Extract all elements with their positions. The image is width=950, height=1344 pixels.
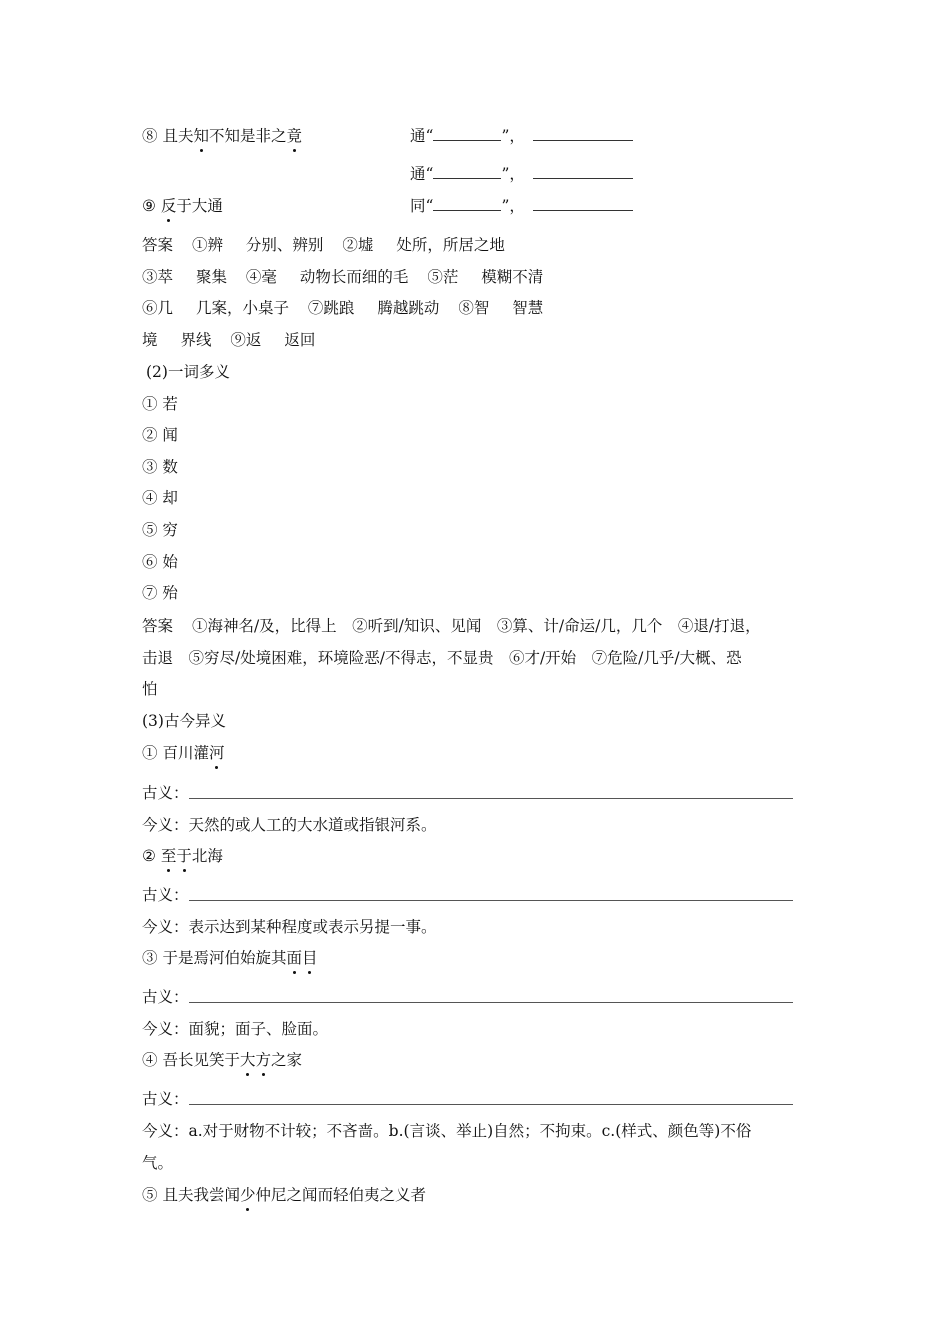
emphasized-char bbox=[286, 949, 317, 967]
item-number: ② bbox=[142, 847, 156, 865]
answer-term: 境 bbox=[142, 331, 158, 349]
gujin-item bbox=[142, 743, 224, 763]
answer-term: ②墟 bbox=[342, 236, 374, 254]
emphasized-char: 大 bbox=[239, 1051, 256, 1069]
tongjia-kind: 同 bbox=[410, 197, 426, 215]
answer-line-blank[interactable] bbox=[189, 1002, 793, 1003]
gu-label: 古义： bbox=[142, 988, 189, 1006]
item-text: 于是焉河伯始旋其 bbox=[162, 949, 287, 967]
polysemy-item: ④ 却 bbox=[142, 489, 178, 507]
answer-label: 答案 bbox=[142, 236, 174, 254]
answer-line: 怕 bbox=[142, 680, 158, 698]
emphasized-char: 方 bbox=[255, 1051, 271, 1069]
item-number: ⑧ bbox=[142, 127, 158, 145]
quote-open: “ bbox=[425, 197, 434, 215]
answer-term: ⑧智 bbox=[458, 299, 490, 317]
answer-line: 击退 ⑤穷尽/处境困难，环境险恶/不得志，不显贵 ⑥才/开始 ⑦危险/几乎/大概、恐 bbox=[142, 649, 742, 667]
answer-meaning: 腾越跳动 bbox=[377, 299, 440, 317]
answer-term: ④毫 bbox=[245, 268, 277, 286]
answer-blank[interactable] bbox=[533, 198, 633, 211]
answer-blank[interactable] bbox=[433, 128, 501, 141]
item-text: 不知是非之 bbox=[208, 127, 287, 145]
answer-blank[interactable] bbox=[433, 198, 501, 211]
tongjia-kind: 通 bbox=[410, 165, 426, 183]
item-text: 之家 bbox=[271, 1051, 303, 1069]
answer-term: ⑨返 bbox=[230, 331, 262, 349]
quote-open: “ bbox=[425, 165, 434, 183]
item-text: 吾长见笑于 bbox=[162, 1051, 240, 1069]
gujin-item bbox=[142, 1050, 302, 1070]
item-number: ⑤ bbox=[142, 1186, 158, 1204]
answer-line bbox=[142, 298, 543, 318]
tongjia-row bbox=[410, 126, 633, 146]
answer-blank[interactable] bbox=[533, 128, 633, 141]
answer-meaning: 动物长而细的毛 bbox=[299, 268, 409, 286]
answer-line-blank[interactable] bbox=[189, 900, 793, 901]
answer-meaning: 聚集 bbox=[195, 268, 227, 286]
emphasized-char bbox=[161, 847, 192, 865]
jin-meaning: 今义：表示达到某种程度或表示另提一事。 bbox=[142, 918, 437, 936]
emphasized-char bbox=[240, 1051, 271, 1069]
answer-meaning: 几案，小桌子 bbox=[195, 299, 289, 317]
item-text: 仲尼之闻而轻伯夷之义者 bbox=[255, 1186, 426, 1204]
item-text: 百川灌 bbox=[162, 744, 209, 762]
answer-blank[interactable] bbox=[533, 166, 633, 179]
gu-label: 古义： bbox=[142, 784, 189, 802]
item-number: ⑨ bbox=[142, 197, 156, 215]
polysemy-item: ⑦ 殆 bbox=[142, 584, 178, 602]
answer-line bbox=[142, 616, 761, 636]
emphasized-char: 于 bbox=[176, 847, 192, 865]
answer-meaning: 处所，所居之地 bbox=[396, 236, 505, 254]
emphasized-char: 反 bbox=[160, 197, 177, 215]
answer-term: ⑤茫 bbox=[427, 268, 459, 286]
answer-term: ③萃 bbox=[142, 268, 174, 286]
emphasized-char: 竟 bbox=[286, 127, 303, 145]
polysemy-item: ⑥ 始 bbox=[142, 553, 178, 571]
answer-text: ①海神名/及，比得上 ②听到/知识、见闻 ③算、计/命运/几，几个 ④退/打退， bbox=[191, 617, 761, 635]
emphasized-char: 少 bbox=[239, 1186, 256, 1204]
item-number: ① bbox=[142, 744, 158, 762]
emphasized-char: 目 bbox=[301, 949, 318, 967]
item-text: 北海 bbox=[191, 847, 223, 865]
item-text: 且夫我尝闻 bbox=[162, 1186, 240, 1204]
tongjia-kind: 通 bbox=[410, 127, 426, 145]
gujin-item bbox=[142, 1185, 426, 1205]
answer-meaning: 模糊不清 bbox=[481, 268, 544, 286]
answer-line bbox=[142, 330, 315, 350]
answer-meaning: 界线 bbox=[180, 331, 212, 349]
gujin-item bbox=[142, 846, 223, 866]
answer-line bbox=[142, 267, 543, 287]
answer-line bbox=[142, 235, 505, 255]
item-number: ④ bbox=[142, 1051, 158, 1069]
jin-meaning-continued: 气。 bbox=[142, 1154, 174, 1172]
jin-meaning: 今义：面貌；面子、脸面。 bbox=[142, 1020, 329, 1038]
answer-term: ⑦跳踉 bbox=[307, 299, 355, 317]
answer-term: ⑥几 bbox=[142, 299, 174, 317]
vocab-item-8 bbox=[142, 126, 302, 146]
gu-label: 古义： bbox=[142, 1090, 189, 1108]
quote-close: ”， bbox=[501, 127, 525, 145]
emphasized-char: 河 bbox=[208, 744, 225, 762]
tongjia-row bbox=[410, 196, 633, 216]
answer-meaning: 智慧 bbox=[512, 299, 544, 317]
quote-close: ”， bbox=[501, 197, 525, 215]
polysemy-item: ③ 数 bbox=[142, 458, 178, 476]
jin-meaning: 今义：天然的或人工的大水道或指银河系。 bbox=[142, 816, 437, 834]
polysemy-item: ① 若 bbox=[142, 395, 178, 413]
item-text: 于大通 bbox=[176, 197, 223, 215]
gu-label: 古义： bbox=[142, 886, 189, 904]
answer-term: ①辨 bbox=[191, 236, 223, 254]
polysemy-item: ⑤ 穷 bbox=[142, 521, 178, 539]
jin-meaning: 今义：a.对于财物不计较；不吝啬。b.(言谈、举止)自然；不拘束。c.(样式、颜色等)不俗 bbox=[142, 1122, 752, 1140]
vocab-item-9 bbox=[142, 196, 223, 216]
answer-line-blank[interactable] bbox=[189, 798, 793, 799]
gujin-item bbox=[142, 948, 318, 968]
tongjia-row bbox=[410, 164, 633, 184]
emphasized-char: 知 bbox=[193, 127, 209, 145]
item-text: 且夫 bbox=[162, 127, 194, 145]
emphasized-char: 面 bbox=[286, 949, 302, 967]
section-heading: (2)一词多义 bbox=[146, 363, 230, 381]
quote-close: ”， bbox=[501, 165, 525, 183]
answer-blank[interactable] bbox=[433, 166, 501, 179]
polysemy-item: ② 闻 bbox=[142, 426, 178, 444]
answer-line-blank[interactable] bbox=[189, 1104, 793, 1105]
section-heading: (3)古今异义 bbox=[142, 712, 226, 730]
answer-label: 答案 bbox=[142, 617, 174, 635]
quote-open: “ bbox=[425, 127, 434, 145]
answer-meaning: 返回 bbox=[284, 331, 316, 349]
emphasized-char: 至 bbox=[160, 847, 177, 865]
answer-meaning: 分别、辨别 bbox=[245, 236, 324, 254]
item-number: ③ bbox=[142, 949, 158, 967]
